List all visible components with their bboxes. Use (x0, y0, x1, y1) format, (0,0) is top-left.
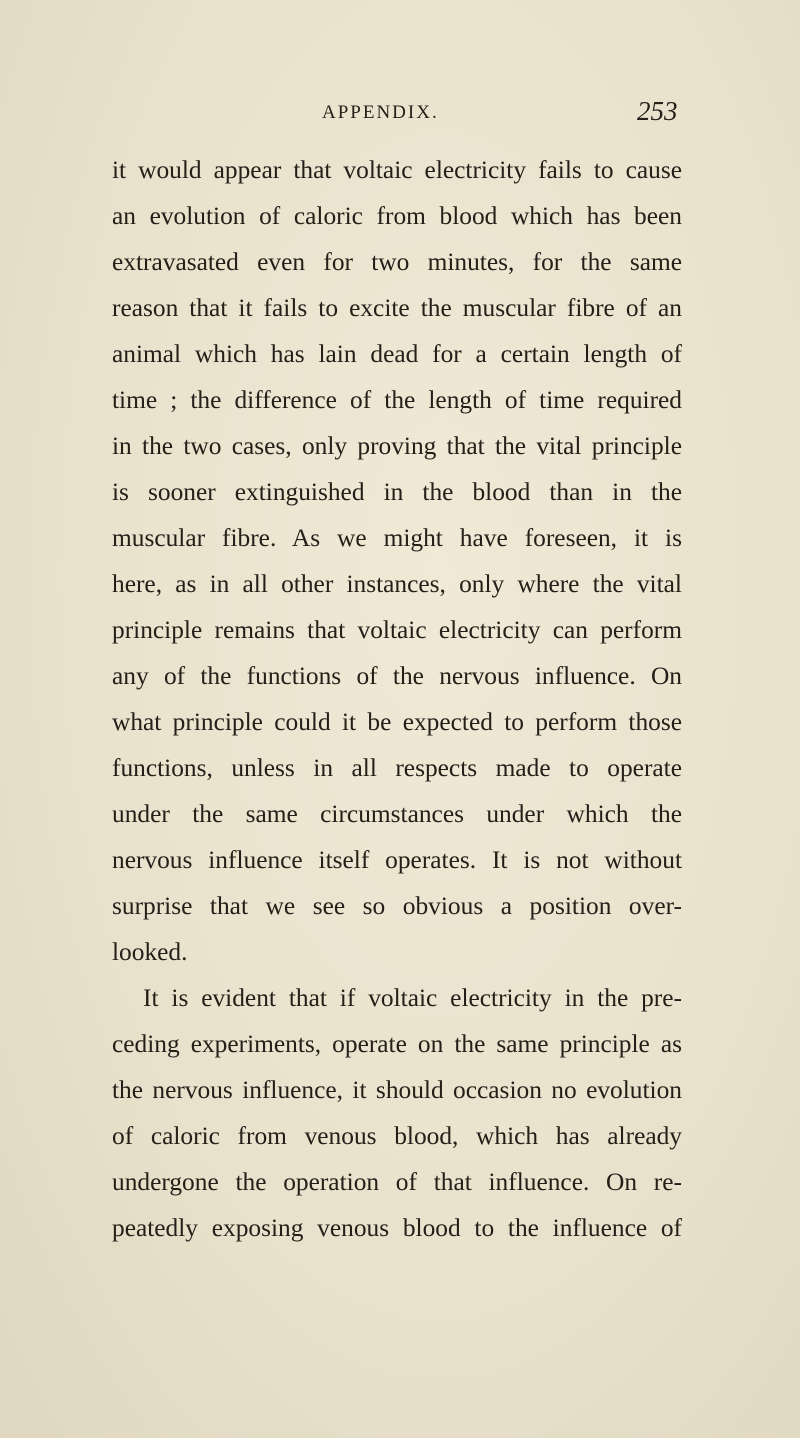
text-line: surprise that we see so obvious a position over- (112, 892, 682, 920)
text-line: animal which has lain dead for a certain length of (112, 340, 682, 368)
text-line: nervous influence itself operates. It is not without (112, 846, 682, 874)
text-line: It is evident that if voltaic electricity in the pre- (143, 984, 682, 1012)
running-head: APPENDIX. (322, 102, 439, 123)
text-line: the nervous influence, it should occasion no evolution (112, 1076, 682, 1104)
text-line: functions, unless in all respects made to operate (112, 754, 682, 782)
text-line: what principle could it be expected to perform those (112, 708, 682, 736)
text-line: in the two cases, only proving that the vital principle (112, 432, 682, 460)
text-line: looked. (112, 938, 188, 966)
text-line: it would appear that voltaic electricity fails to cause (112, 156, 682, 184)
text-line: extravasated even for two minutes, for the same (112, 248, 682, 276)
text-line: an evolution of caloric from blood which has been (112, 202, 682, 230)
text-line: principle remains that voltaic electricity can perform (112, 616, 682, 644)
text-line: is sooner extinguished in the blood than in the (112, 478, 682, 506)
text-line: ceding experiments, operate on the same principle as (112, 1030, 682, 1058)
text-line: any of the functions of the nervous influence. On (112, 662, 682, 690)
text-line: here, as in all other instances, only where the vital (112, 570, 682, 598)
text-line: undergone the operation of that influence. On re- (112, 1168, 682, 1196)
text-line: of caloric from venous blood, which has already (112, 1122, 682, 1150)
text-line: peatedly exposing venous blood to the influence of (112, 1214, 682, 1242)
page-number: 253 (637, 96, 678, 126)
text-line: time ; the difference of the length of time required (112, 386, 682, 414)
page-header (0, 96, 800, 136)
text-line: under the same circumstances under which the (112, 800, 682, 828)
text-line: muscular fibre. As we might have foreseen, it is (112, 524, 682, 552)
text-line: reason that it fails to excite the muscular fibre of an (112, 294, 682, 322)
